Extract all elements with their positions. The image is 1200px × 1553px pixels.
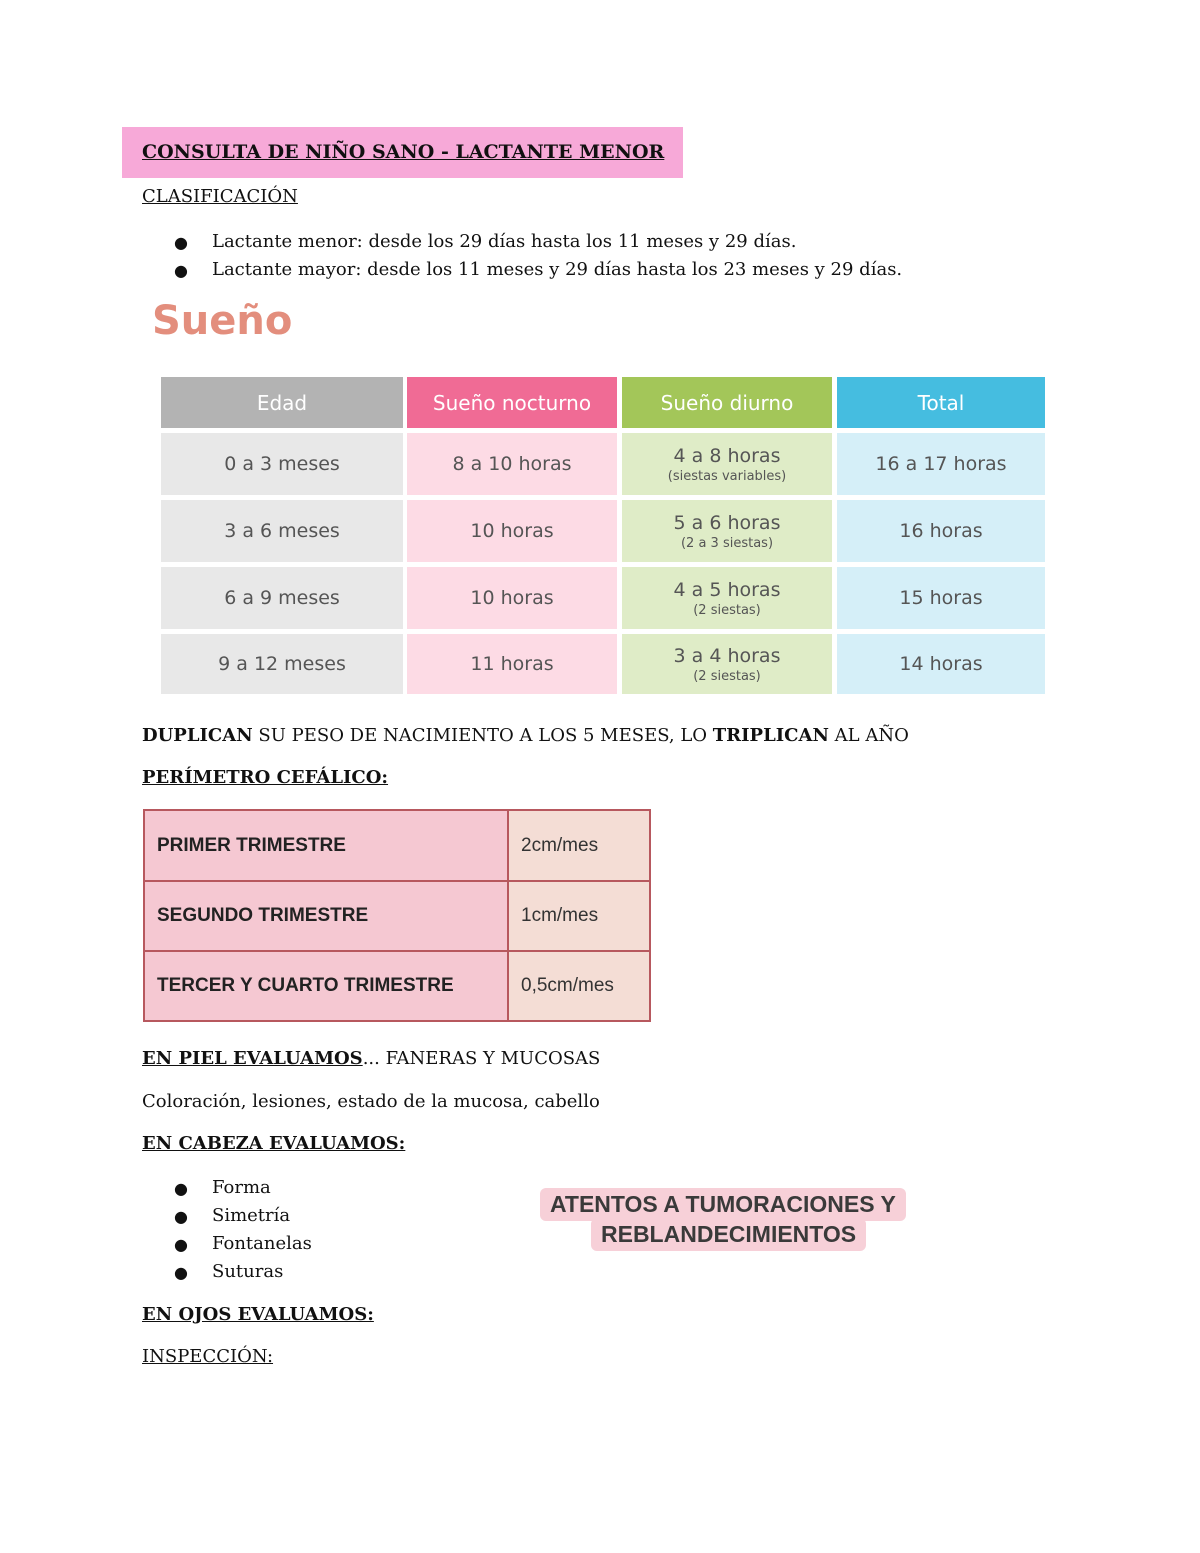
sleep-diurno-main: 4 a 8 horas xyxy=(673,444,781,467)
perimetro-value: 2cm/mes xyxy=(509,811,649,880)
perimetro-row xyxy=(145,952,649,1020)
peso-line xyxy=(142,725,909,746)
sleep-header-edad: Edad xyxy=(161,377,403,428)
sleep-diurno-sub: (2 siestas) xyxy=(693,602,761,618)
clasificacion-item: Lactante menor: desde los 29 días hasta los 11 meses y 29 días. xyxy=(212,231,797,252)
ojos-heading: EN OJOS EVALUAMOS: xyxy=(142,1304,374,1325)
sleep-cell-edad: 6 a 9 meses xyxy=(161,567,403,629)
sleep-cell-nocturno: 11 horas xyxy=(407,634,617,694)
sleep-cell-nocturno: 10 horas xyxy=(407,500,617,562)
clasificacion-heading: CLASIFICACIÓN xyxy=(142,186,298,207)
perimetro-row xyxy=(145,882,649,950)
sleep-header-nocturno: Sueño nocturno xyxy=(407,377,617,428)
perimetro-label: PRIMER TRIMESTRE xyxy=(145,811,509,880)
bullet-icon: ● xyxy=(174,1263,188,1282)
perimetro-row xyxy=(145,811,649,880)
sleep-cell-diurno xyxy=(622,500,832,562)
piel-detail: Coloración, lesiones, estado de la mucosa, cabello xyxy=(142,1091,600,1112)
perimetro-table xyxy=(143,809,651,1022)
sleep-diurno-sub: (siestas variables) xyxy=(667,468,787,484)
perimetro-label: SEGUNDO TRIMESTRE xyxy=(145,882,509,950)
sueno-title: Sueño xyxy=(152,298,293,344)
cabeza-item: Fontanelas xyxy=(212,1233,312,1254)
peso-triplican: TRIPLICAN xyxy=(712,725,829,746)
sleep-cell-nocturno: 8 a 10 horas xyxy=(407,433,617,495)
callout-line-2: REBLANDECIMIENTOS xyxy=(591,1218,866,1251)
peso-duplican: DUPLICAN xyxy=(142,725,253,746)
sleep-cell-edad: 3 a 6 meses xyxy=(161,500,403,562)
callout-line-1: ATENTOS A TUMORACIONES Y xyxy=(540,1188,906,1221)
sleep-cell-edad: 9 a 12 meses xyxy=(161,634,403,694)
bullet-icon: ● xyxy=(174,1179,188,1198)
bullet-icon: ● xyxy=(174,1207,188,1226)
cabeza-item: Suturas xyxy=(212,1261,284,1282)
ojos-sub: INSPECCIÓN: xyxy=(142,1346,274,1367)
piel-line xyxy=(142,1048,600,1069)
sleep-cell-edad: 0 a 3 meses xyxy=(161,433,403,495)
page-title: CONSULTA DE NIÑO SANO - LACTANTE MENOR xyxy=(142,141,665,163)
perimetro-heading: PERÍMETRO CEFÁLICO: xyxy=(142,767,389,788)
sleep-cell-total: 15 horas xyxy=(837,567,1045,629)
peso-text-end: AL AÑO xyxy=(828,725,909,746)
bullet-icon: ● xyxy=(174,233,188,252)
sleep-header-total: Total xyxy=(837,377,1045,428)
bullet-icon: ● xyxy=(174,261,188,280)
perimetro-label: TERCER Y CUARTO TRIMESTRE xyxy=(145,952,509,1020)
sleep-cell-total: 16 a 17 horas xyxy=(837,433,1045,495)
sleep-cell-diurno xyxy=(622,433,832,495)
sleep-cell-diurno xyxy=(622,567,832,629)
piel-rest: ... FANERAS Y MUCOSAS xyxy=(362,1048,601,1069)
bullet-icon: ● xyxy=(174,1235,188,1254)
sleep-diurno-main: 3 a 4 horas xyxy=(673,644,781,667)
perimetro-value: 0,5cm/mes xyxy=(509,952,649,1020)
sleep-cell-diurno xyxy=(622,634,832,694)
sleep-cell-total: 14 horas xyxy=(837,634,1045,694)
sleep-diurno-sub: (2 a 3 siestas) xyxy=(680,535,774,551)
cabeza-item: Forma xyxy=(212,1177,271,1198)
sleep-diurno-main: 5 a 6 horas xyxy=(673,511,781,534)
sleep-cell-nocturno: 10 horas xyxy=(407,567,617,629)
peso-text: SU PESO DE NACIMIENTO A LOS 5 MESES, LO xyxy=(252,725,713,746)
sleep-diurno-sub: (2 siestas) xyxy=(693,668,761,684)
sleep-diurno-main: 4 a 5 horas xyxy=(673,578,781,601)
piel-heading: EN PIEL EVALUAMOS xyxy=(142,1048,363,1069)
sleep-header-diurno: Sueño diurno xyxy=(622,377,832,428)
sleep-cell-total: 16 horas xyxy=(837,500,1045,562)
clasificacion-item: Lactante mayor: desde los 11 meses y 29 días hasta los 23 meses y 29 días. xyxy=(212,259,903,280)
perimetro-value: 1cm/mes xyxy=(509,882,649,950)
cabeza-heading: EN CABEZA EVALUAMOS: xyxy=(142,1133,406,1154)
cabeza-item: Simetría xyxy=(212,1205,291,1226)
